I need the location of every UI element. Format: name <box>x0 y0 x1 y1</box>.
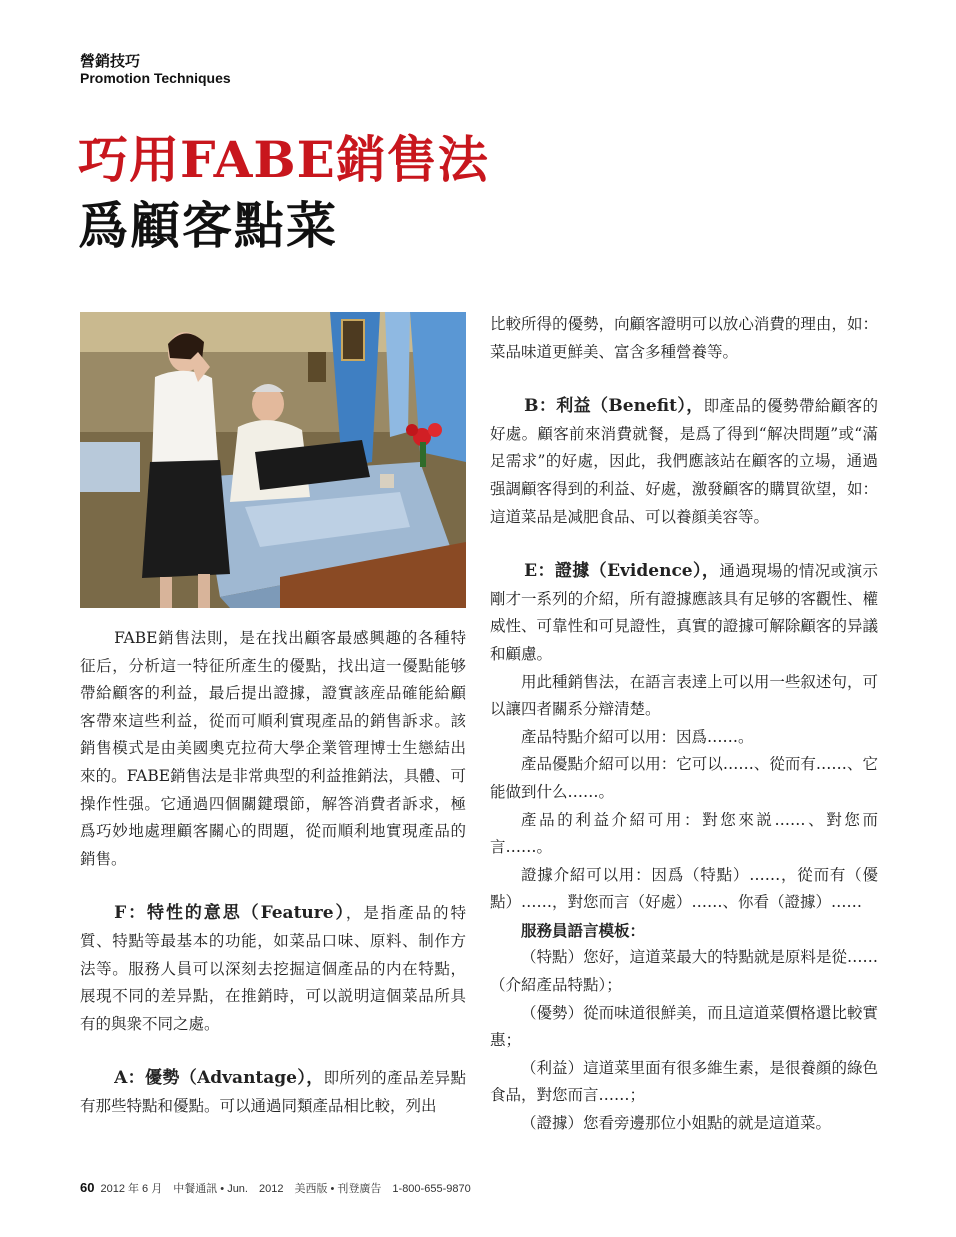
usage-paragraph: 用此種銷售法，在語言表達上可以用一些叙述句，可以讓四者關系分辯清楚。 <box>490 672 878 719</box>
page-footer <box>80 1180 471 1196</box>
template-line-4: （證據）您看旁邊那位小姐點的就是這道菜。 <box>521 1114 832 1133</box>
benefit-body: 即產品的優勢帶給顧客的好處。顧客前來消費就餐，是爲了得到“解决問題”或“滿足需求”的好處，因此，我們應該站在顧客的立場，通過强調顧客得到的利益、好處，激發顧客的購買欲望，如：這道菜品是减肥食品、可以養顔美容等。 <box>490 397 878 526</box>
template-line-1: （特點）您好，這道菜最大的特點就是原料是從……（介紹產品特點）； <box>490 948 878 995</box>
advantage-phrase: 產品優點介紹可以用：它可以……、從而有……、它能做到什么……。 <box>490 755 878 801</box>
feature-paragraph <box>80 900 466 1038</box>
benefit-heading: B：利益（Benefit）， <box>524 396 704 417</box>
left-column <box>80 625 466 1121</box>
restaurant-photo <box>80 312 466 608</box>
evidence-body: 通過現場的情况或演示剛才一系列的介紹，所有證據應該具有足够的客觀性、權威性、可靠性和可見證性，真實的證據可解除顧客的异議和顧慮。 <box>490 562 878 663</box>
benefit-phrase: 產品的利益介紹可用：對您來説……、對您而言……。 <box>490 810 878 857</box>
feature-phrase: 產品特點介紹可以用：因爲……。 <box>521 727 754 746</box>
template-line-3: （利益）這道菜里面有很多維生素，是很養顔的綠色食品，對您而言……； <box>490 1058 878 1105</box>
section-title-zh: 營銷技巧 <box>80 52 141 70</box>
benefit-paragraph <box>490 393 878 531</box>
article-title-line1: 巧用FABE銷售法 <box>78 130 489 189</box>
advantage-paragraph <box>80 1065 466 1120</box>
template-heading: 服務員語言模板： <box>521 920 646 940</box>
template-line-2: （優勢）從而味道很鮮美，而且這道菜價格還比較實惠； <box>490 1003 878 1050</box>
advantage-heading: A：優勢（Advantage）， <box>114 1068 324 1089</box>
evidence-paragraph <box>490 558 878 668</box>
advantage-continued: 比較所得的優勢，向顧客證明可以放心消費的理由，如：菜品味道更鮮美、富含多種營養等。 <box>490 315 878 361</box>
footer-text: 2012 年 6 月 中餐通訊 • Jun. 2012 美西版 • 刊登廣告 1-800-655-9870 <box>100 1183 471 1195</box>
evidence-heading: E：證據（Evidence）， <box>524 561 720 582</box>
feature-body: ，是指產品的特質、特點等最基本的功能，如菜品口味、原料、制作方法等。服務人員可以深刻去挖掘這個產品的内在特點，展現不同的差异點，在推銷時，可以説明這個菜品所具有的與衆不同之處。 <box>80 904 466 1033</box>
article-title-line2: 爲顧客點菜 <box>78 196 338 255</box>
feature-heading: F：特性的意思（Feature） <box>114 903 346 924</box>
evidence-phrase: 證據介紹可以用：因爲（特點）……，從而有（優點）……，對您而言（好處）……、你看（證據）…… <box>490 865 878 912</box>
page-number: 60 <box>80 1180 95 1195</box>
intro-paragraph: FABE銷售法則，是在找出顧客最感興趣的各種特征后，分析這一特征所產生的優點，找出這一優點能够帶給顧客的利益，最后提出證據，證實該産品確能給顧客帶來這些利益，從而可順利實現產品的銷售訴求。該銷售模式是由美國奧克拉荷大學企業管理博士生戀結出來的。FABE銷售法是非常典型的利益推銷法，具體、可操作性强。它通過四個關鍵環節，解答消費者訴求，極爲巧妙地處理顧客關心的問題，從而順利地實現產品的銷售。 <box>80 629 466 868</box>
advantage-body: 即所列的產品差异點有那些特點和優點。可以通過同類產品相比較，列出 <box>80 1069 466 1115</box>
right-column <box>490 311 878 1138</box>
section-title-en: Promotion Techniques <box>80 70 231 86</box>
